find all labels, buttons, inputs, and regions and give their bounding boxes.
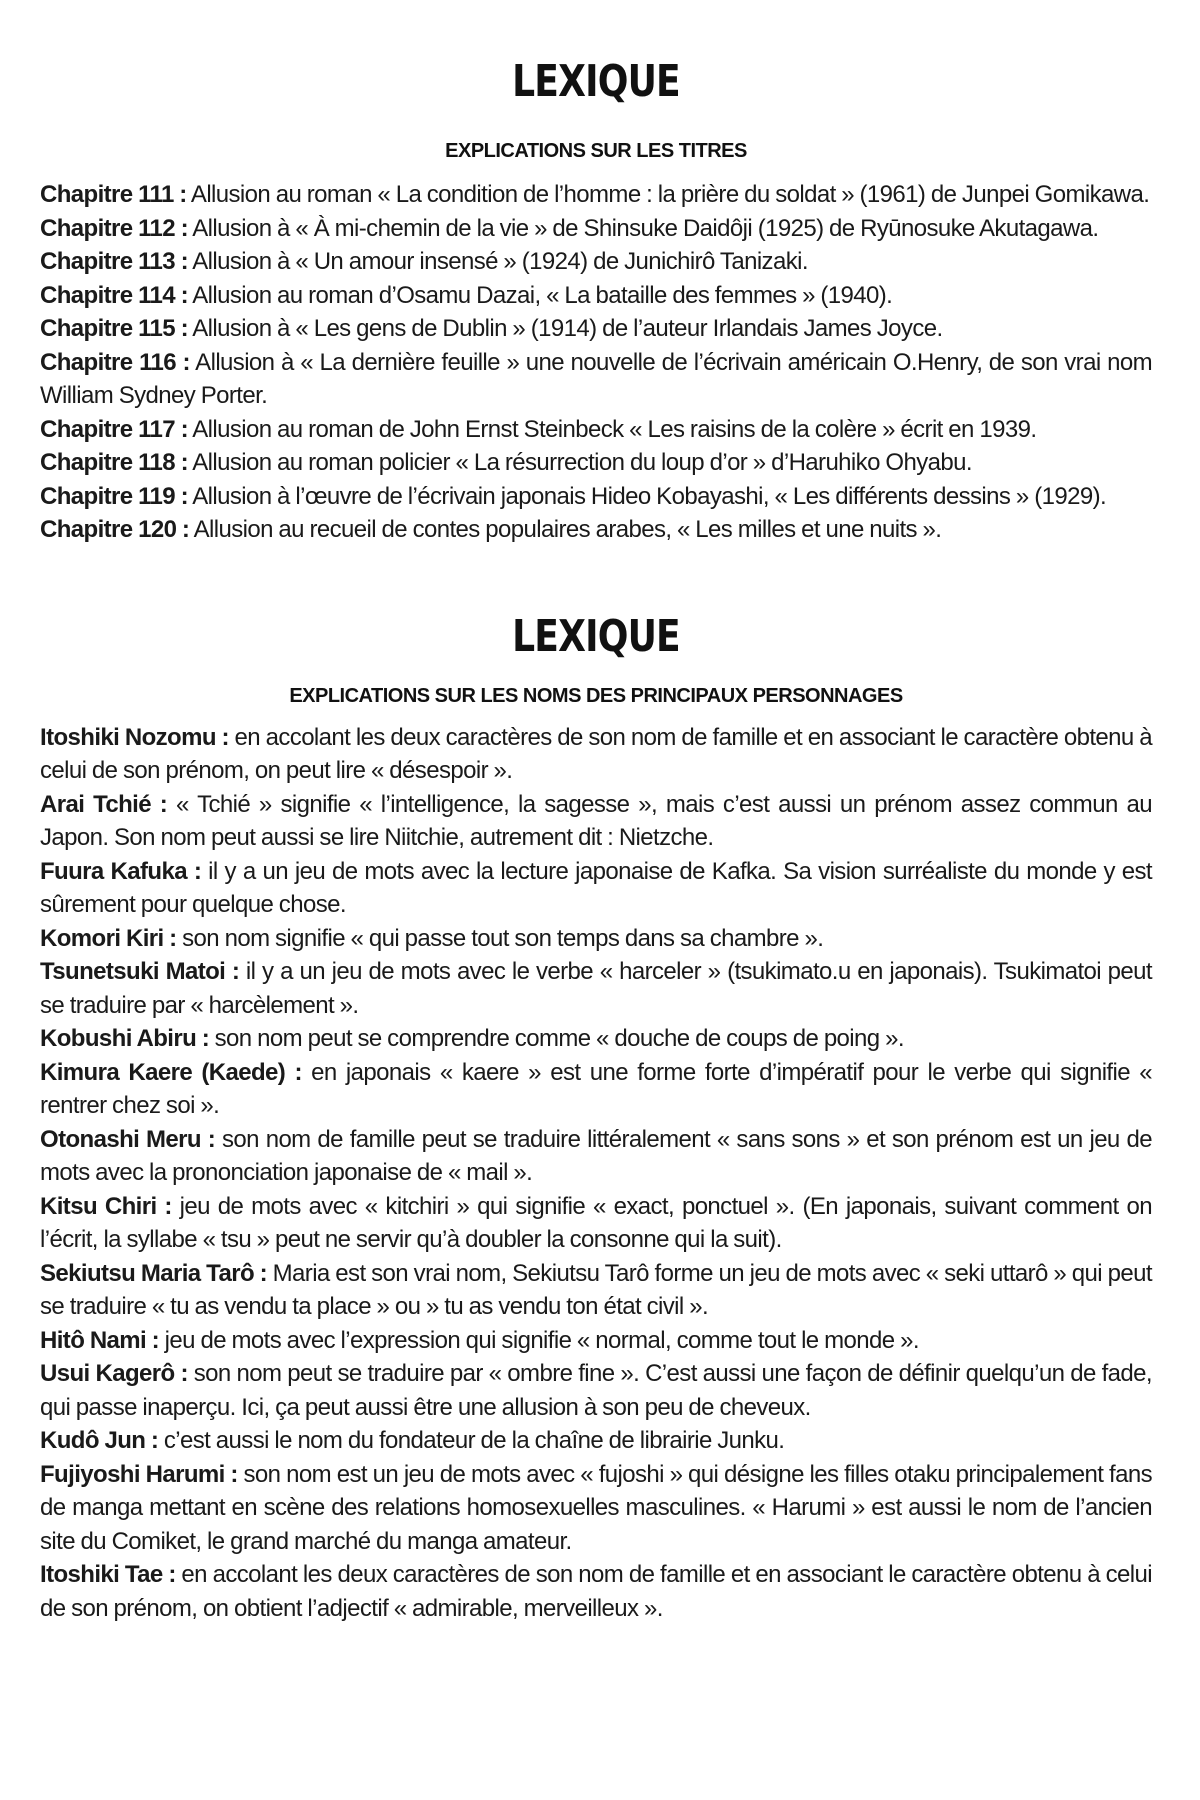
entry-tsunetsuki-matoi: [40, 955, 1152, 1022]
entry-text: Allusion à « Les gens de Dublin » (1914) de l’auteur Irlandais James Joyce.: [188, 315, 943, 342]
entry-text: il y a un jeu de mots avec la lecture japonaise de Kafka. Sa vision surréaliste du monde y est sûrement pour quelque chose.: [40, 857, 1152, 918]
entry-kobushi-abiru: [40, 1022, 1152, 1056]
entry-text: « Tchié » signifie « l’intelligence, la sagesse », mais c’est aussi un prénom assez commun au Japon. Son nom peut aussi se lire Niitchie, autrement dit : Nietzche.: [40, 790, 1152, 851]
entry-term: Chapitre 119 :: [40, 482, 188, 510]
entry-term: Fujiyoshi Harumi :: [40, 1460, 238, 1488]
entry-itoshiki-nozomu: [40, 721, 1152, 788]
entry-term: Chapitre 116 :: [40, 348, 190, 376]
entry-chapitre-112: [40, 212, 1152, 246]
entry-chapitre-111: [40, 178, 1152, 212]
entry-chapitre-119: [40, 480, 1152, 514]
entry-chapitre-114: [40, 279, 1152, 313]
entry-term: Fuura Kafuka :: [40, 857, 202, 885]
entry-text: Allusion à « À mi-chemin de la vie » de Shinsuke Daidôji (1925) de Ryūnosuke Akutagawa.: [188, 214, 1099, 242]
entry-term: Kobushi Abiru :: [40, 1025, 210, 1052]
entry-otonashi-meru: [40, 1123, 1152, 1190]
entry-kitsu-chiri: [40, 1190, 1152, 1257]
entry-term: Chapitre 115 :: [40, 315, 188, 342]
entry-term: Usui Kagerô :: [40, 1360, 188, 1387]
entry-term: Tsunetsuki Matoi :: [40, 958, 240, 985]
entry-arai-tchie: [40, 788, 1152, 855]
entry-term: Chapitre 120 :: [40, 516, 190, 543]
entry-list: [40, 178, 1152, 547]
entry-term: Chapitre 114 :: [40, 281, 188, 309]
entry-term: Itoshiki Nozomu :: [40, 723, 229, 751]
entry-chapitre-120: [40, 513, 1152, 547]
entry-text: Allusion au roman d’Osamu Dazai, « La bataille des femmes » (1940).: [188, 281, 893, 309]
section-subtitle: EXPLICATIONS SUR LES NOMS DES PRINCIPAUX PERSONNAGES: [289, 684, 903, 707]
entry-sekiutsu-maria-taro: [40, 1257, 1152, 1324]
entry-hito-nami: [40, 1324, 1152, 1358]
entry-term: Kimura Kaere (Kaede) :: [40, 1058, 302, 1086]
section-character-names: [40, 607, 1152, 1626]
entry-text: son nom peut se comprendre comme « douche de coups de poing ».: [209, 1025, 904, 1052]
entry-usui-kagero: [40, 1357, 1152, 1424]
entry-text: son nom est un jeu de mots avec « fujoshi » qui désigne les filles otaku principalement fans de manga mettant en scène des relations homosexuelles masculines. « Harumi » est aussi le nom de l’ancien site du Comiket, le grand marché du manga amateur.: [40, 1460, 1152, 1555]
section-title: LEXIQUE: [512, 610, 680, 662]
entry-term: Kitsu Chiri :: [40, 1192, 172, 1220]
entry-term: Otonashi Meru :: [40, 1125, 216, 1153]
entry-text: jeu de mots avec « kitchiri » qui signifie « exact, ponctuel ». (En japonais, suivant comment on l’écrit, la syllabe « tsu » peut ne servir qu’à doubler la consonne qui la suit).: [40, 1192, 1152, 1253]
entry-text: son nom peut se traduire par « ombre fine ». C’est aussi une façon de définir quelqu’un de fade, qui passe inaperçu. Ici, ça peut aussi être une allusion à son peu de cheveux.: [40, 1360, 1152, 1421]
entry-chapitre-117: [40, 413, 1152, 447]
entry-text: jeu de mots avec l’expression qui signifie « normal, comme tout le monde ».: [159, 1326, 919, 1354]
section-subtitle: EXPLICATIONS SUR LES TITRES: [445, 140, 747, 162]
entry-text: en accolant les deux caractères de son nom de famille et en associant le caractère obtenu à celui de son prénom, on obtient l’adjectif « admirable, merveilleux ».: [40, 1561, 1152, 1622]
entry-term: Chapitre 118 :: [40, 449, 188, 476]
entry-term: Itoshiki Tae :: [40, 1561, 176, 1588]
entry-text: Allusion à l’œuvre de l’écrivain japonais Hideo Kobayashi, « Les différents dessins » (1929).: [188, 482, 1107, 510]
entry-term: Arai Tchié :: [40, 790, 168, 818]
entry-text: Allusion au roman policier « La résurrection du loup d’or » d’Haruhiko Ohyabu.: [188, 449, 972, 476]
entry-term: Sekiutsu Maria Tarô :: [40, 1259, 268, 1287]
entry-text: Allusion au roman de John Ernst Steinbeck « Les raisins de la colère » écrit en 1939.: [188, 415, 1037, 443]
entry-term: Chapitre 113 :: [40, 248, 188, 275]
entry-text: Maria est son vrai nom, Sekiutsu Tarô forme un jeu de mots avec « seki uttarô » qui peut se traduire « tu as vendu ta place » ou » tu as vendu ton état civil ».: [40, 1259, 1152, 1320]
entry-list: [40, 721, 1152, 1626]
entry-fuura-kafuka: [40, 855, 1152, 922]
entry-chapitre-118: [40, 446, 1152, 480]
entry-chapitre-115: [40, 312, 1152, 346]
section-chapter-titles: [40, 52, 1152, 547]
entry-text: Allusion au roman « La condition de l’homme : la prière du soldat » (1961) de Junpei Gomikawa.: [186, 181, 1150, 208]
entry-term: Chapitre 111 :: [40, 181, 187, 208]
entry-itoshiki-tae: [40, 1558, 1152, 1625]
entry-term: Chapitre 117 :: [40, 415, 188, 443]
entry-text: Allusion au recueil de contes populaires arabes, « Les milles et une nuits ».: [189, 516, 942, 543]
entry-kudo-jun: [40, 1424, 1152, 1458]
entry-text: il y a un jeu de mots avec le verbe « harceler » (tsukimato.u en japonais). Tsukimatoi peut se traduire par « harcèlement ».: [40, 958, 1152, 1019]
entry-chapitre-116: [40, 346, 1152, 413]
entry-text: c’est aussi le nom du fondateur de la chaîne de librairie Junku.: [158, 1427, 785, 1454]
entry-text: en japonais « kaere » est une forme forte d’impératif pour le verbe qui signifie « rentrer chez soi ».: [40, 1058, 1153, 1119]
entry-term: Kudô Jun :: [40, 1427, 159, 1454]
entry-term: Hitô Nami :: [40, 1326, 160, 1354]
entry-fujiyoshi-harumi: [40, 1458, 1152, 1559]
entry-text: Allusion à « La dernière feuille » une nouvelle de l’écrivain américain O.Henry, de son vrai nom William Sydney Porter.: [40, 348, 1152, 409]
entry-text: son nom signifie « qui passe tout son temps dans sa chambre ».: [176, 924, 824, 952]
section-title: LEXIQUE: [512, 56, 680, 107]
entry-text: en accolant les deux caractères de son nom de famille et en associant le caractère obtenu à celui de son prénom, on peut lire « désespoir ».: [40, 723, 1152, 784]
entry-term: Komori Kiri :: [40, 924, 177, 952]
entry-chapitre-113: [40, 245, 1152, 279]
entry-text: son nom de famille peut se traduire littéralement « sans sons » et son prénom est un jeu de mots avec la prononciation japonaise de « mail ».: [40, 1125, 1152, 1186]
entry-komori-kiri: [40, 922, 1152, 956]
entry-text: Allusion à « Un amour insensé » (1924) de Junichirô Tanizaki.: [188, 248, 808, 275]
entry-term: Chapitre 112 :: [40, 214, 188, 242]
entry-kimura-kaere: [40, 1056, 1152, 1123]
